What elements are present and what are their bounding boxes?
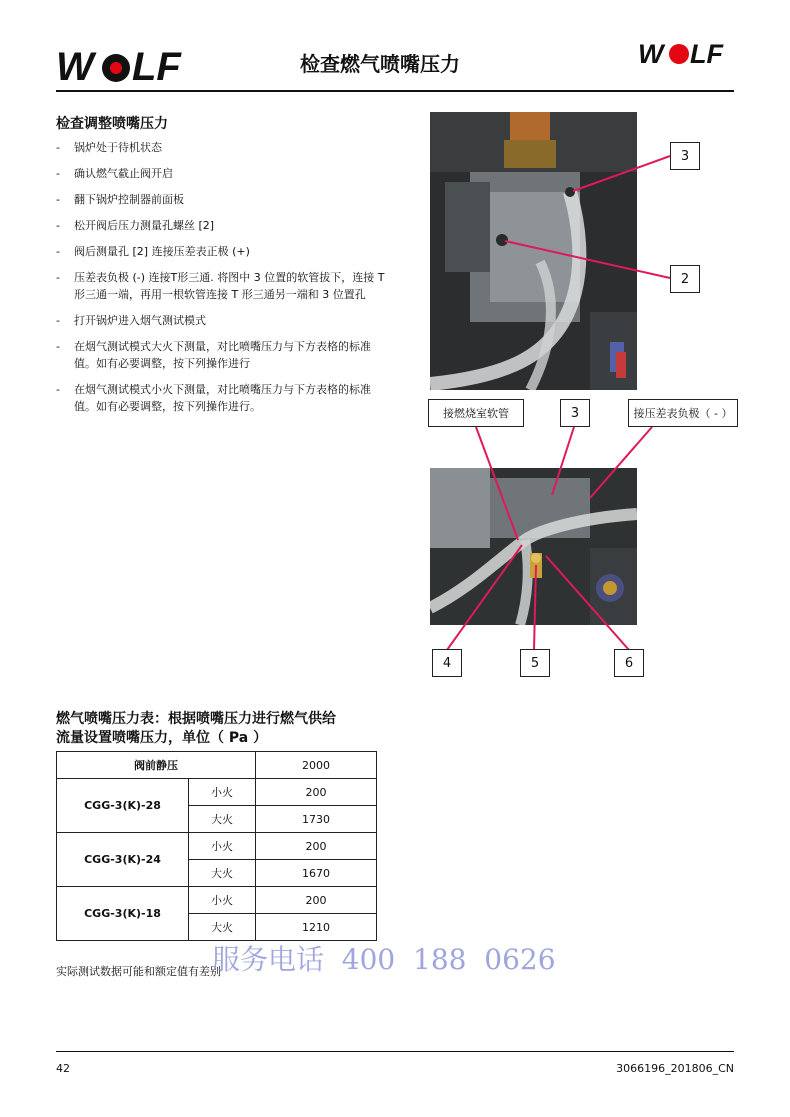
model-name: CGG-3(K)-28 bbox=[57, 779, 189, 833]
static-pressure-value: 2000 bbox=[256, 752, 377, 779]
page-title: 检查燃气喷嘴压力 bbox=[300, 52, 460, 76]
svg-text:LF: LF bbox=[690, 40, 723, 68]
pressure-value: 200 bbox=[256, 833, 377, 860]
page-number: 42 bbox=[56, 1062, 70, 1075]
label-combustion-hose: 接燃烧室软管 bbox=[428, 399, 524, 427]
callout-5: 5 bbox=[520, 649, 550, 677]
flame-label: 小火 bbox=[189, 779, 256, 806]
callout-6: 6 bbox=[614, 649, 644, 677]
step-item: - 在烟气测试模式小火下测量，对比喷嘴压力与下方表格的标准值。如有必要调整，按下列操作进行。 bbox=[56, 381, 386, 415]
step-item: - 打开锅炉进入烟气测试模式 bbox=[56, 312, 386, 329]
flame-label: 大火 bbox=[189, 860, 256, 887]
table-note: 实际测试数据可能和额定值有差别 bbox=[56, 965, 221, 978]
step-item: - 压差表负极 (-) 连接T形三通. 将图中 3 位置的软管拔下，连接 T 形三通一端，再用一根软管连接 T 形三通另一端和 3 位置孔 bbox=[56, 269, 386, 303]
table-row bbox=[57, 779, 377, 806]
table-row bbox=[57, 833, 377, 860]
step-item: - 在烟气测试模式大火下测量，对比喷嘴压力与下方表格的标准值。如有必要调整，按下列操作进行 bbox=[56, 338, 386, 372]
table-heading-line2: 流量设置喷嘴压力，单位（ Pa ） bbox=[56, 730, 268, 746]
static-pressure-label: 阀前静压 bbox=[57, 752, 256, 779]
flame-label: 大火 bbox=[189, 914, 256, 941]
flame-label: 小火 bbox=[189, 887, 256, 914]
flame-label: 小火 bbox=[189, 833, 256, 860]
step-item: - 翻下锅炉控制器前面板 bbox=[56, 191, 386, 208]
callout-2: 2 bbox=[670, 265, 700, 293]
section-heading: 检查调整喷嘴压力 bbox=[56, 116, 168, 132]
svg-text:LF: LF bbox=[132, 46, 181, 88]
service-phone-watermark: 服务电话 400 188 0626 bbox=[212, 943, 556, 976]
svg-text:W: W bbox=[56, 46, 92, 88]
step-item: - 确认燃气截止阀开启 bbox=[56, 165, 386, 182]
callout-3-top: 3 bbox=[670, 142, 700, 170]
step-item: - 阀后测量孔 [2] 连接压差表正极 (+) bbox=[56, 243, 386, 260]
step-item: - 锅炉处于待机状态 bbox=[56, 139, 386, 156]
pressure-value: 200 bbox=[256, 887, 377, 914]
label-negative-terminal: 接压差表负极（ - ） bbox=[628, 399, 738, 427]
document-code: 3066196_201806_CN bbox=[616, 1062, 734, 1075]
model-name: CGG-3(K)-24 bbox=[57, 833, 189, 887]
pressure-value: 1210 bbox=[256, 914, 377, 941]
step-item: - 松开阀后压力测量孔螺丝 [2] bbox=[56, 217, 386, 234]
svg-text:W: W bbox=[638, 40, 663, 68]
nozzle-pressure-table bbox=[56, 751, 377, 941]
table-heading-line1: 燃气喷嘴压力表：根据喷嘴压力进行燃气供给 bbox=[56, 711, 336, 727]
callout-3-mid: 3 bbox=[560, 399, 590, 427]
table-row bbox=[57, 752, 377, 779]
flame-label: 大火 bbox=[189, 806, 256, 833]
callout-4: 4 bbox=[432, 649, 462, 677]
pressure-value: 1670 bbox=[256, 860, 377, 887]
table-row bbox=[57, 887, 377, 914]
pressure-value: 1730 bbox=[256, 806, 377, 833]
model-name: CGG-3(K)-18 bbox=[57, 887, 189, 941]
pressure-value: 200 bbox=[256, 779, 377, 806]
footer-divider bbox=[56, 1051, 734, 1052]
